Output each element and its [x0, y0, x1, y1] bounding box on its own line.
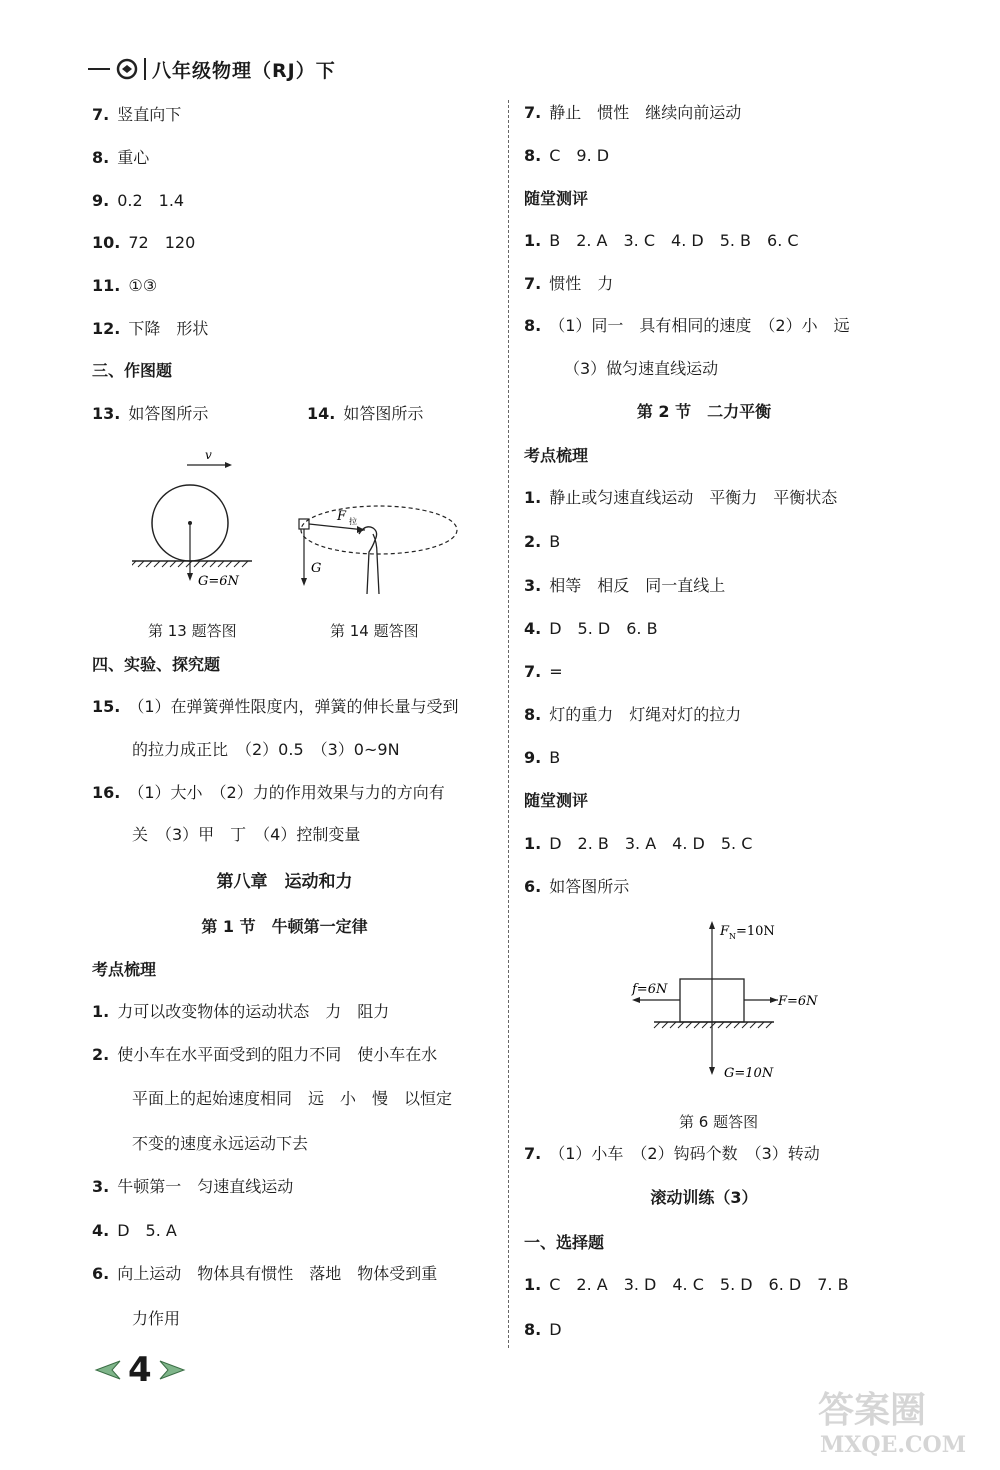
subsection-heading: 考点梳理	[92, 960, 157, 979]
svg-text:F=6N: F=6N	[778, 994, 818, 1009]
book-logo-icon	[116, 58, 138, 80]
page-footer	[92, 1350, 188, 1390]
section-title: 第 1 节 牛顿第一定律	[201, 917, 368, 936]
answer-item: 8. 灯的重力 灯绳对灯的拉力	[524, 705, 742, 724]
header-divider	[144, 58, 146, 80]
svg-text:G=6N: G=6N	[198, 574, 239, 589]
answer-item: 3. 相等 相反 同一直线上	[524, 576, 726, 595]
subsection-heading: 考点梳理	[524, 446, 589, 465]
svg-text:f=6N: f=6N	[632, 982, 668, 997]
section-title: 第 2 节 二力平衡	[636, 402, 772, 421]
svg-text:MXQE.COM: MXQE.COM	[820, 1432, 967, 1458]
answer-item: 11. ①③	[92, 276, 158, 295]
watermark-logo	[812, 1380, 992, 1460]
answer-item: 2. B	[524, 532, 561, 551]
answer-item: 2. 使小车在水平面受到的阻力不同 使小车在水	[92, 1045, 438, 1064]
svg-text:N: N	[729, 932, 736, 941]
svg-text:G=10N: G=10N	[724, 1066, 774, 1081]
subsection-heading: 随堂测评	[524, 189, 589, 208]
answer-item: 1. B 2. A 3. C 4. D 5. B 6. C	[524, 231, 799, 250]
section-heading: 一、选择题	[524, 1233, 605, 1252]
figure-6-caption: 第 6 题答图	[679, 1113, 759, 1131]
header-title: 八年级物理（RJ）下	[152, 59, 336, 82]
answer-item: 7. 惯性 力	[524, 274, 614, 293]
answer-item-continued: 的拉力成正比 （2）0.5 （3）0~9N	[132, 740, 400, 759]
header-rule	[88, 68, 110, 70]
answer-item: 8. C 9. D	[524, 146, 610, 165]
section-heading: 四、实验、探究题	[92, 655, 221, 674]
answer-item: 1. D 2. B 3. A 4. D 5. C	[524, 834, 753, 853]
answer-item: 6. 如答图所示	[524, 877, 630, 896]
answer-item: 13. 如答图所示	[92, 404, 209, 423]
answer-item: 14. 如答图所示	[307, 404, 424, 423]
right-arrow-ornament-icon	[158, 1359, 188, 1381]
svg-text:G: G	[311, 561, 322, 576]
answer-item: 15. （1）在弹簧弹性限度内，弹簧的伸长量与受到	[92, 697, 459, 716]
answer-item: 7. 竖直向下	[92, 105, 182, 124]
left-arrow-ornament-icon	[92, 1359, 122, 1381]
answer-item: 7. （1）小车 （2）钩码个数 （3）转动	[524, 1144, 820, 1163]
answer-item: 1. 力可以改变物体的运动状态 力 阻力	[92, 1002, 390, 1021]
page-number: 4	[128, 1350, 152, 1390]
answer-item: 4. D 5. A	[92, 1221, 177, 1240]
svg-text:=10N: =10N	[736, 924, 775, 939]
answer-item: 9. 0.2 1.4	[92, 191, 185, 210]
svg-text:F: F	[337, 509, 347, 524]
answer-item: 7. 静止 惯性 继续向前运动	[524, 103, 742, 122]
svg-text:F: F	[720, 924, 730, 939]
answer-item: 16. （1）大小 （2）力的作用效果与力的方向有	[92, 783, 445, 802]
answer-item: 9. B	[524, 748, 561, 767]
figure-14-caption: 第 14 题答图	[330, 622, 419, 640]
figure-6-block-force-diagram	[628, 915, 888, 1090]
answer-item-continued: 关 （3）甲 丁 （4）控制变量	[132, 825, 361, 844]
answer-item: 8. （1）同一 具有相同的速度 （2）小 远	[524, 316, 850, 335]
answer-item-continued: 不变的速度永远运动下去	[132, 1134, 309, 1153]
figure-13-ball-diagram	[132, 445, 262, 590]
answer-item: 4. D 5. D 6. B	[524, 619, 658, 638]
answer-item: 12. 下降 形状	[92, 319, 209, 338]
answer-item: 10. 72 120	[92, 233, 196, 252]
column-divider	[508, 100, 509, 1348]
answer-item: 8. 重心	[92, 148, 150, 167]
answer-item: 8. D	[524, 1320, 562, 1339]
page-header	[88, 54, 336, 84]
chapter-title: 第八章 运动和力	[216, 872, 353, 892]
svg-text:拉: 拉	[349, 517, 357, 526]
figure-13-caption: 第 13 题答图	[148, 622, 237, 640]
answer-item: 6. 向上运动 物体具有惯性 落地 物体受到重	[92, 1264, 438, 1283]
answer-item: 1. 静止或匀速直线运动 平衡力 平衡状态	[524, 488, 838, 507]
answer-item: 7. =	[524, 662, 563, 681]
section-heading: 三、作图题	[92, 361, 173, 380]
answer-item-continued: 平面上的起始速度相同 远 小 慢 以恒定	[132, 1089, 453, 1108]
answer-item: 3. 牛顿第一 匀速直线运动	[92, 1177, 294, 1196]
section-title: 滚动训练（3）	[650, 1188, 758, 1207]
svg-text:v: v	[205, 448, 212, 462]
answer-item-continued: 力作用	[132, 1309, 181, 1328]
answer-item: 1. C 2. A 3. D 4. C 5. D 6. D 7. B	[524, 1275, 849, 1294]
answer-item-continued: （3）做匀速直线运动	[564, 359, 719, 378]
svg-text:答案圈: 答案圈	[818, 1389, 927, 1431]
figure-14-hand-swing-diagram	[297, 490, 462, 600]
subsection-heading: 随堂测评	[524, 791, 589, 810]
